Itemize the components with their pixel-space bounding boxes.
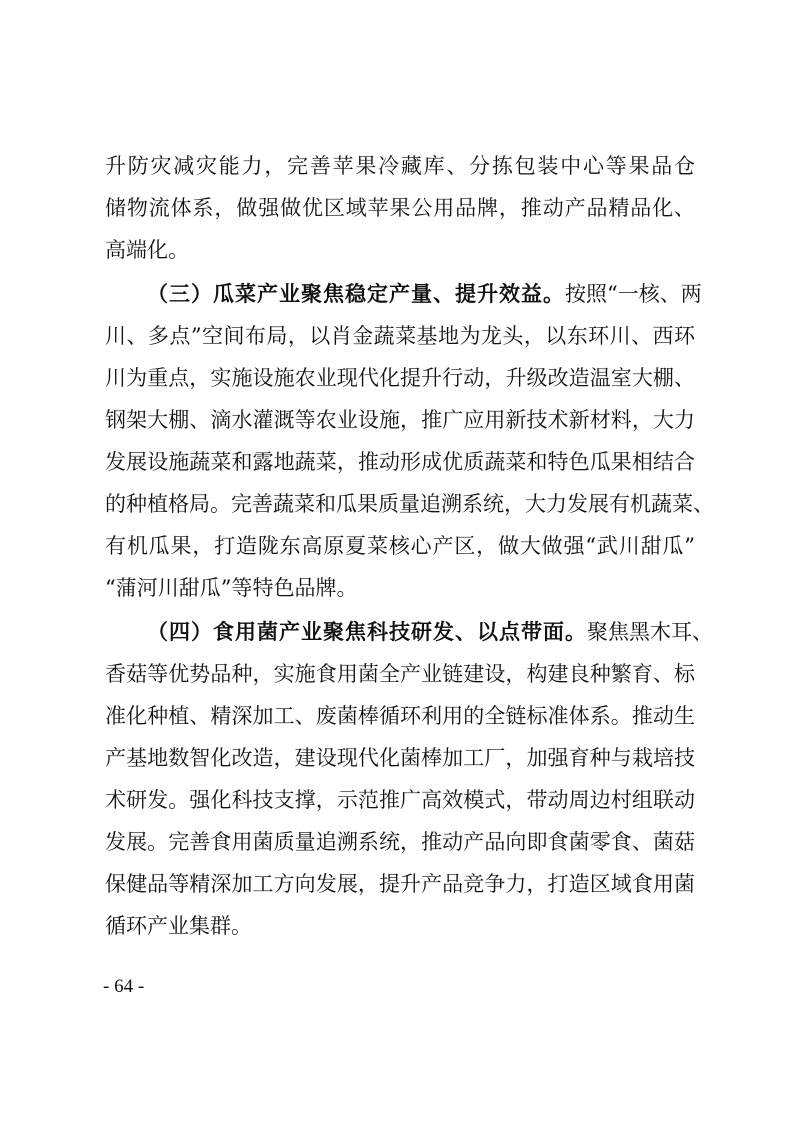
- document-body: [105, 145, 714, 947]
- section-heading-edible-fungi: （四）食用菌产业聚焦科技研发、以点带面。: [147, 619, 587, 644]
- paragraph-apple: [105, 145, 695, 271]
- text-line: 香菇等优势品种，实施食用菌全产业链建设，构建良种繁育、标: [105, 662, 695, 686]
- text-line: 川、多点”空间布局，以肖金蔬菜基地为龙头，以东环川、西环: [105, 324, 695, 348]
- text-line: “蒲河川甜瓜”等特色品牌。: [105, 576, 358, 600]
- text-line: 钢架大棚、滴水灌溉等农业设施，推广应用新技术新材料，大力: [105, 408, 695, 432]
- paragraph-edible-fungi: [105, 611, 713, 947]
- text-line: 高端化。: [105, 238, 189, 262]
- page-number: - 64 -: [103, 976, 145, 997]
- text-run: 按照“一核、两: [565, 282, 702, 306]
- text-line: 川为重点，实施设施农业现代化提升行动，升级改造温室大棚、: [105, 366, 695, 390]
- text-line: 储物流体系，做强做优区域苹果公用品牌，推动产品精品化、: [105, 196, 695, 220]
- text-line: 循环产业集群。: [105, 914, 252, 938]
- text-line: [105, 611, 713, 653]
- paragraph-melon-vegetable: [105, 273, 714, 609]
- text-line: 保健品等精深加工方向发展，提升产品竞争力，打造区域食用菌: [105, 872, 695, 896]
- text-line: [105, 273, 702, 315]
- text-line: 术研发。强化科技支撑，示范推广高效模式，带动周边村组联动: [105, 788, 695, 812]
- text-line: 的种植格局。完善蔬菜和瓜果质量追溯系统，大力发展有机蔬菜、: [105, 492, 714, 516]
- text-line: 发展。完善食用菌质量追溯系统，推动产品向即食菌零食、菌菇: [105, 830, 695, 854]
- text-line: 升防灾减灾能力，完善苹果冷藏库、分拣包装中心等果品仓: [105, 154, 695, 178]
- text-line: 有机瓜果，打造陇东高原夏菜核心产区，做大做强“武川甜瓜”: [105, 534, 695, 558]
- section-heading-melon-vegetable: （三）瓜菜产业聚焦稳定产量、提升效益。: [147, 281, 565, 306]
- text-line: 准化种植、精深加工、废菌棒循环利用的全链标准体系。推动生: [105, 704, 695, 728]
- text-line: 发展设施蔬菜和露地蔬菜，推动形成优质蔬菜和特色瓜果相结合: [105, 450, 695, 474]
- text-run: 聚焦黑木耳、: [587, 620, 713, 644]
- text-line: 产基地数智化改造，建设现代化菌棒加工厂，加强育种与栽培技: [105, 746, 695, 770]
